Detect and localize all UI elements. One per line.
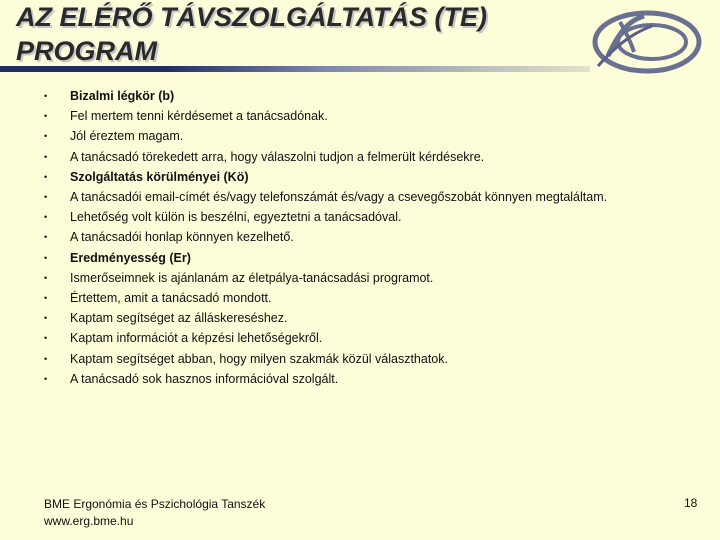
list-item bbox=[40, 126, 607, 146]
list-item-text: A tanácsadó törekedett arra, hogy válaszolni tudjon a felmerült kérdésekre. bbox=[70, 149, 485, 164]
list-item bbox=[40, 187, 607, 207]
bullet-icon: • bbox=[44, 192, 48, 203]
footer-url: www.erg.bme.hu bbox=[44, 514, 134, 528]
list-item bbox=[40, 207, 607, 227]
title-underline bbox=[0, 66, 590, 72]
list-item-text: Jól éreztem magam. bbox=[70, 129, 184, 144]
list-item bbox=[40, 369, 607, 389]
slide-title-line-2: PROGRAM bbox=[16, 36, 157, 66]
bullet-icon: • bbox=[44, 373, 48, 384]
list-item-text: A tanácsadó sok hasznos információval szolgált. bbox=[70, 371, 339, 386]
section-heading: Bizalmi légkör (b) bbox=[70, 89, 175, 104]
bullet-icon: • bbox=[44, 272, 48, 283]
slide-title bbox=[16, 0, 487, 68]
footer-department: BME Ergonómia és Pszichológia Tanszék bbox=[44, 497, 266, 511]
bullet-icon: • bbox=[44, 212, 48, 223]
bullet-icon: • bbox=[44, 252, 48, 263]
bullet-icon: • bbox=[44, 313, 48, 324]
list-item-text: Kaptam segítséget abban, hogy milyen szakmák közül választhatok. bbox=[70, 351, 448, 366]
list-item bbox=[40, 308, 607, 328]
section-heading: Szolgáltatás körülményei (Kö) bbox=[70, 169, 249, 184]
questionnaire-list bbox=[40, 86, 607, 389]
bullet-icon: • bbox=[44, 232, 48, 243]
bme-erg-logo-icon bbox=[590, 8, 704, 76]
list-item bbox=[40, 106, 607, 126]
list-item-text: Értettem, amit a tanácsadó mondott. bbox=[70, 290, 272, 305]
bullet-icon: • bbox=[44, 292, 48, 303]
list-item bbox=[40, 268, 607, 288]
bullet-icon: • bbox=[44, 91, 48, 102]
slide-title-line-1: AZ ELÉRŐ TÁVSZOLGÁLTATÁS (TE) bbox=[16, 2, 487, 32]
list-item-text: Ismerőseimnek is ajánlanám az életpálya-tanácsadási programot. bbox=[70, 270, 434, 285]
bullet-icon: • bbox=[44, 171, 48, 182]
list-item bbox=[40, 167, 607, 187]
bullet-icon: • bbox=[44, 131, 48, 142]
bullet-icon: • bbox=[44, 333, 48, 344]
list-item-text: Kaptam információt a képzési lehetőségekről. bbox=[70, 331, 323, 346]
list-item-text: A tanácsadói email-címét és/vagy telefonszámát és/vagy a csevegőszobát könnyen megtaláltam. bbox=[70, 190, 608, 205]
page-number: 18 bbox=[684, 496, 698, 510]
bullet-icon: • bbox=[44, 353, 48, 364]
bullet-icon: • bbox=[44, 151, 48, 162]
list-item-text: Fel mertem tenni kérdésemet a tanácsadónak. bbox=[70, 109, 328, 124]
list-item bbox=[40, 86, 607, 106]
list-item bbox=[40, 248, 607, 268]
list-item bbox=[40, 288, 607, 308]
list-item bbox=[40, 348, 607, 368]
section-heading: Eredményesség (Er) bbox=[70, 250, 191, 265]
list-item-text: Kaptam segítséget az álláskereséshez. bbox=[70, 311, 288, 326]
list-item bbox=[40, 147, 607, 167]
footer bbox=[44, 496, 265, 530]
list-item bbox=[40, 328, 607, 348]
list-item-text: Lehetőség volt külön is beszélni, egyeztetni a tanácsadóval. bbox=[70, 210, 402, 225]
list-item-text: A tanácsadói honlap könnyen kezelhető. bbox=[70, 230, 294, 245]
bullet-icon: • bbox=[44, 111, 48, 122]
list-item bbox=[40, 227, 607, 247]
